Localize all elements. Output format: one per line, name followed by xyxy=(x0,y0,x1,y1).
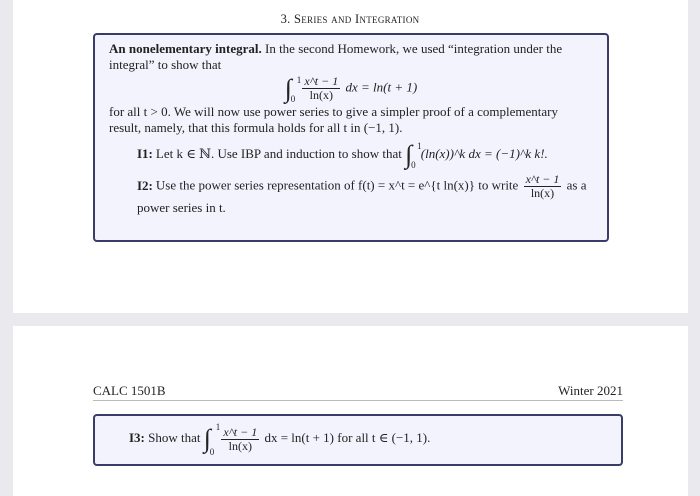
item-label: I3: xyxy=(129,429,145,445)
term: Winter 2021 xyxy=(558,383,623,398)
integral-box xyxy=(93,33,609,242)
item-i3 xyxy=(129,422,431,457)
item-text: Use the power series representation of f(t) = x^t = e^{t ln(x)} to write xyxy=(155,177,519,193)
fraction xyxy=(221,426,259,453)
upper-limit: 1 xyxy=(417,141,422,152)
numerator: x^t − 1 xyxy=(525,172,560,187)
fraction xyxy=(524,173,562,200)
item-tail: as a power series in t. xyxy=(137,177,587,216)
fraction xyxy=(302,75,340,102)
item-label: I1: xyxy=(137,146,153,161)
item-text: Show that xyxy=(148,429,201,445)
denominator: ln(x) xyxy=(228,438,252,453)
header-rule xyxy=(93,400,623,401)
course-name: CALC 1501B xyxy=(93,383,166,398)
item-text: Let k ∈ ℕ. Use IBP and induction to show that xyxy=(155,146,402,161)
running-title: 3. Series and Integration xyxy=(280,12,420,26)
lower-limit: 0 xyxy=(290,93,296,104)
display-equation xyxy=(109,75,593,102)
integral-sign: ∫ 1 0 xyxy=(405,140,412,169)
numerator: x^t − 1 xyxy=(304,74,339,88)
denominator: ln(x) xyxy=(530,186,555,201)
lower-limit: 0 xyxy=(411,160,416,171)
i3-box xyxy=(93,414,623,466)
integral-sign: ∫ 1 0 xyxy=(285,74,292,103)
item-i2 xyxy=(109,173,593,216)
numerator: x^t − 1 xyxy=(223,424,258,439)
equation-rhs: dx = ln(t + 1) xyxy=(345,79,418,95)
page-bottom xyxy=(13,326,688,496)
integral-sign: ∫ 1 0 xyxy=(203,422,221,457)
integrand: (ln(x))^k dx = (−1)^k k!. xyxy=(420,146,548,161)
after-text: for all t > 0. We will now use power series to give a simpler proof of a complementary result, namely, that this formula holds for all t in (−1, 1). xyxy=(109,104,559,135)
denominator: ln(x) xyxy=(309,88,333,102)
box-heading: An nonelementary integral. xyxy=(109,41,262,56)
lower-limit: 0 xyxy=(209,447,215,457)
intro-text: In the second Homework, we used “integration under the integral” to show that xyxy=(109,41,563,72)
upper-limit: 1 xyxy=(215,422,221,432)
item-i1 xyxy=(109,140,593,171)
item-label: I2: xyxy=(137,177,153,193)
upper-limit: 1 xyxy=(296,74,302,85)
equation-rhs: dx = ln(t + 1) for all t ∈ (−1, 1). xyxy=(264,429,431,445)
